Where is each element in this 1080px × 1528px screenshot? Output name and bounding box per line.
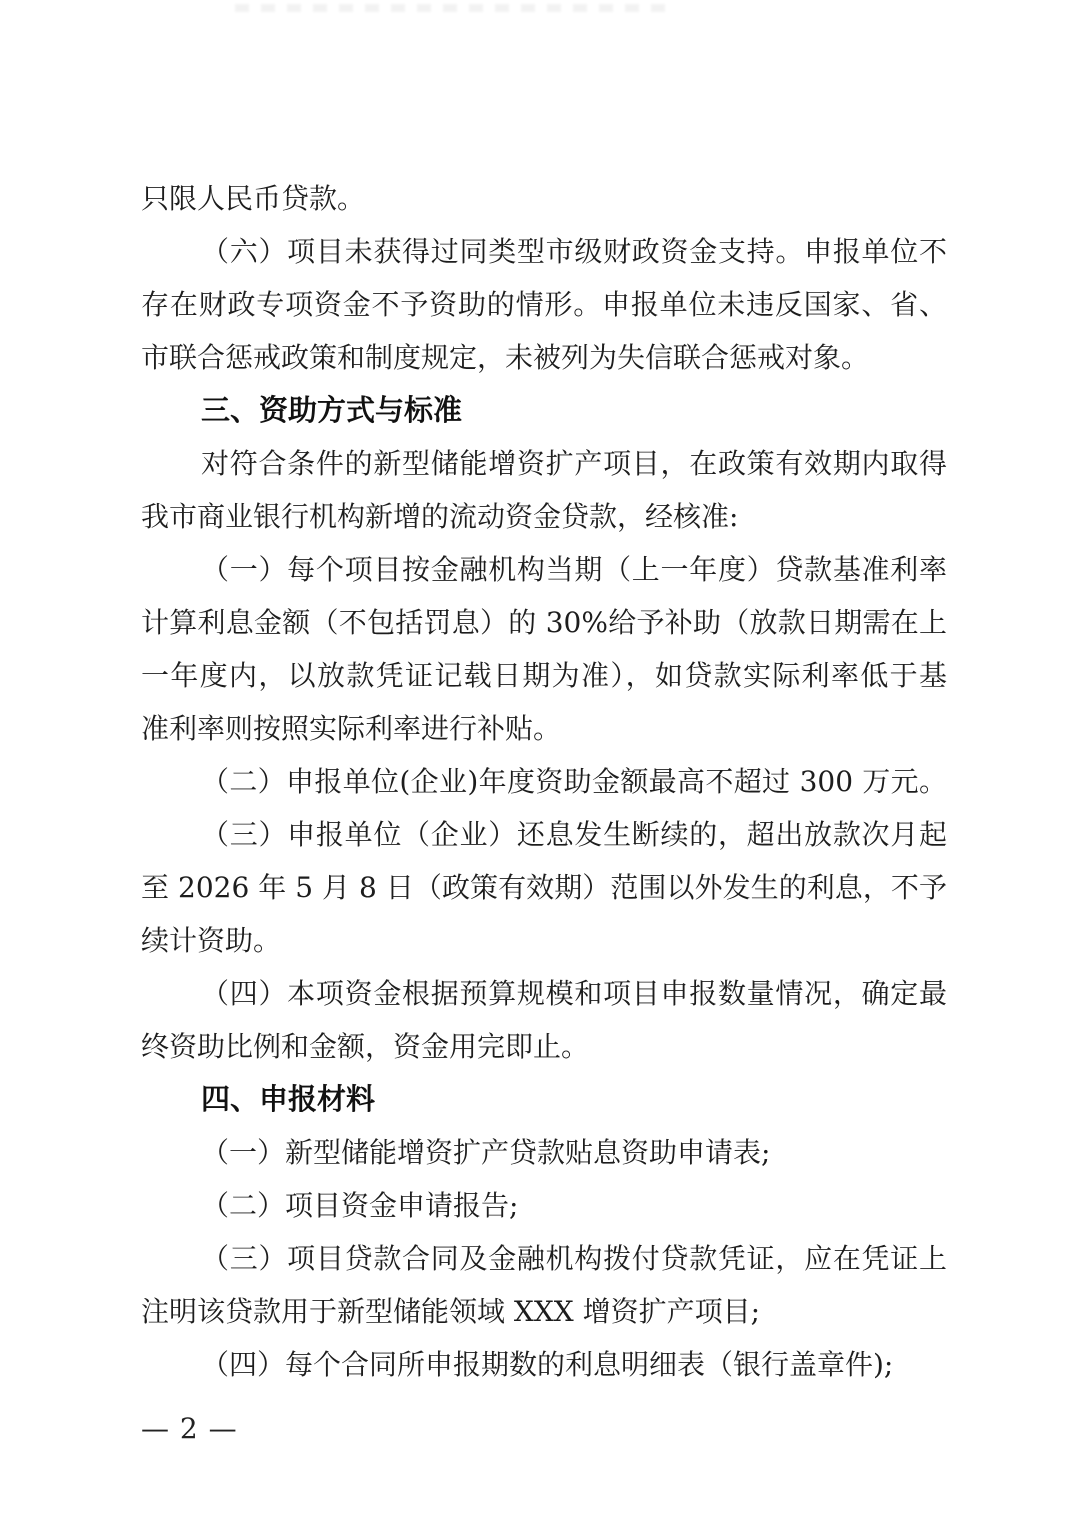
text-line: （一）新型储能增资扩产贷款贴息资助申请表; [201,1136,771,1169]
text-line: 续计资助。 [141,924,282,957]
text-line: 至 2026 年 5 月 8 日（政策有效期）范围以外发生的利息，不予 [141,871,947,904]
text-line: 对符合条件的新型储能增资扩产项目，在政策有效期内取得 [201,447,947,480]
text-line: 终资助比例和金额，资金用完即止。 [141,1030,590,1063]
text-line: 存在财政专项资金不予资助的情形。申报单位未违反国家、省、 [141,288,947,321]
text-line: （三）申报单位（企业）还息发生断续的，超出放款次月起 [201,818,947,851]
text-line: 市联合惩戒政策和制度规定，未被列为失信联合惩戒对象。 [141,341,870,374]
text-line: （三）项目贷款合同及金融机构拨付贷款凭证，应在凭证上 [201,1242,947,1275]
text-line: （四）本项资金根据预算规模和项目申报数量情况，确定最 [201,977,947,1010]
text-line: 只限人民币贷款。 [141,182,366,215]
text-line: （二）申报单位(企业)年度资助金额最高不超过 300 万元。 [201,765,947,798]
text-line: 准利率则按照实际利率进行补贴。 [141,712,562,745]
text-line: （四）每个合同所申报期数的利息明细表（银行盖章件); [201,1348,894,1381]
text-line: 一年度内，以放款凭证记载日期为准），如贷款实际利率低于基 [141,659,947,692]
section-heading: 四、申报材料 [201,1082,376,1116]
text-line: 注明该贷款用于新型储能领域 XXX 增资扩产项目; [141,1295,761,1328]
text-line: 我市商业银行机构新增的流动资金贷款，经核准: [141,500,739,533]
page-number: — 2 — [141,1412,238,1445]
section-heading: 三、资助方式与标准 [201,393,463,427]
scan-artifact [235,4,665,12]
document-body [141,172,947,1391]
text-line: （一）每个项目按金融机构当期（上一年度）贷款基准利率 [201,553,947,586]
text-line: （二）项目资金申请报告; [201,1189,519,1222]
text-line: 计算利息金额（不包括罚息）的 30%给予补助（放款日期需在上 [141,606,947,639]
text-line: （六）项目未获得过同类型市级财政资金支持。申报单位不 [201,235,947,268]
